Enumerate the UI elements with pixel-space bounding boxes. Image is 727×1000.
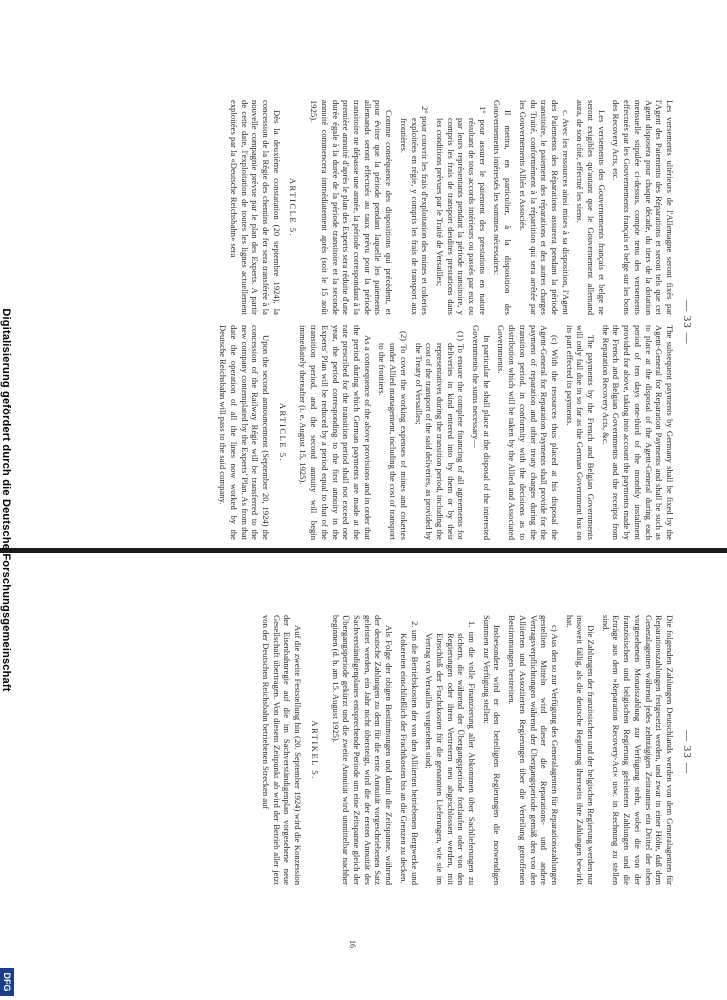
paragraph: Die folgenden Zahlungen Deutschlands werden von dem Generalagenten für Reparationszahlungen festgesetzt werden, und zwar in einer Höhe, daß dem Generalagenten während jedes zehntägigen Zeitraumes ein Drittel der oben vorgesehenen Monatszahlung zur Verfügung steht, wobei die von der französischen und belgischen Regierung geleisteten Zahlungen und die Erträge aus dem »Reparation Recovery-Act« usw. in Rechnung zu stellen sind. xyxy=(600,615,675,885)
paragraph: Upon the second announcement (September 20, 1924) the concession of the Railway Régie will be transferred to the new company contemplated by the Experts' Plan. As from that date the operation of all the lines now worked by the Deutsche Reichsbahn will pass to the said company. xyxy=(218,325,272,540)
footer-credit: Digitalisierung gefördert durch die Deutsche Forschungsgemeinschaft xyxy=(0,308,12,692)
paragraph: Les versements ultérieurs de l'Allemagne seront fixés par l'Agent des Paiements des Réparations et seront tels que cet Agent disposera pour chaque décade, du tiers de la dotation mensuelle stipulée ci-dessus, compte tenu des versements effectués par les Gouvernements français et belge sur les bons des Recovery Acts, etc. xyxy=(611,100,675,315)
list-item: 1° pour assurer le paiement des prestations en nature résultant de tous accords intérieurs ou passés par eux ou par leurs représentants pendant la période transitoire, y compris les frais de transport desdites prestations dans les conditions prévues par le Traité de Versailles; xyxy=(434,106,488,315)
paragraph: The payments by the French and Belgian Governments will only fall due in so far as the German Government has on its part effected its payments. xyxy=(564,325,597,540)
digitization-footer xyxy=(0,0,12,1000)
paragraph: c. Avec les ressources ainsi mises à sa disposition, l'Agent des Paiements des Réparations assurera pendant la période transitoire, le paiement des réparations et des autres charges du Traité, conformément à la répartition qui sera arrêtée par les Gouvernements Alliés et Associés. xyxy=(517,100,571,315)
list-item: 2° pour couvrir les frais d'exploitation des mines et cokeries exploitées en régie, y compris les frais de transport aux frontières. xyxy=(398,106,431,315)
paragraph: Die Zahlungen der französischen und der belgischen Regierung werden nur insoweit fällig, als die deutsche Regierung ihrerseits ihre Zahlungen bewirkt hat. xyxy=(564,615,597,885)
list-item: 1. um die volle Finanzierung aller Abkommen über Sachlieferungen zu sichern, die während der Übergangsperiode fortlaufen oder von den Regierungen oder ihren Vertretern neu abgeschlossen werden, mit Einschluß der Frachtkosten für die genannten Lieferungen, wie sie im Vertrag von Versailles vorgesehen sind; xyxy=(424,621,478,885)
article-heading: ARTIKEL 5. xyxy=(309,720,320,780)
paragraph: c) Aus den so zur Verfügung des Generalagenten für Reparationszahlungen gestellten Mitteln wird dieser die Reparations- und andere Vertragsverpflichtungen während der Übergangsperiode gemäß den von den Alliierten und Assoziierten Regierungen über die Verteilung getroffenen Bestimmungen bestreiten. xyxy=(507,615,560,885)
list-item: (1) To ensure the complete financing of all agreements for deliveries in kind entered into by them or by their representatives during the transition period, including the cost of the transport of the said deliveries, as provided by the Treaty of Versailles; xyxy=(413,331,467,540)
paragraph: Les versements des Gouvernements français et belge ne seront exigibles qu'autant que le Gouvernement allemand aura, de son côté, effectué les siens. xyxy=(575,100,607,315)
paragraph: In particular he shall place at the disposal of the interested Governments the sums necessary— xyxy=(471,325,492,540)
list-item: 2. um die Betriebskosten der von den Alliierten betriebenen Bergwerke und Kokereien einschließlich der Frachtkosten bis an die Grenzen zu decken. xyxy=(398,621,420,885)
right-page xyxy=(0,560,727,1000)
paragraph: Il mettra, en particulier, à la disposition des Gouvernements intéressés les sommes nécessaires: xyxy=(492,100,514,315)
paragraph: Insbesondere wird er den beteiligten Regierungen die notwendigen Summen zur Verfügung stellen: xyxy=(481,615,503,885)
german-column xyxy=(256,615,675,885)
paragraph: (c) With the resources thus placed at his disposal the Agent-General for Reparation Payments shall provide for the payment of reparation and other treaty charges during the transition period, in conformity with the decisions as to distribution which will be taken by the Allied and Associated Governments. xyxy=(496,325,560,540)
article-heading: ARTICLE 5. xyxy=(288,177,299,238)
french-column xyxy=(224,100,675,315)
article-heading: ARTICLE 5. xyxy=(277,402,288,463)
left-page-number: — 33 — xyxy=(681,300,693,345)
folio-number: 16 xyxy=(348,940,357,948)
gutter-line xyxy=(0,548,727,553)
dfg-logo-icon: DFG xyxy=(0,968,14,996)
english-column xyxy=(214,325,675,540)
paragraph: The subsequent payments by Germany shall be fixed by the Agent-General for Reparation Payments and shall be such as to place at the disposal of the Agent-General during each period of ten days one-third of the monthly instalment provided for above, taking into account the payments made by the French and Belgian Governments and the receipts from the Reparation Recovery Acts, &c. xyxy=(600,325,675,540)
list-item: (2) To cover the working expenses of mines and cokeries under Allied management, including the cost of transport to the frontiers. xyxy=(377,331,409,540)
paragraph: As a consequence of the above provisions and in order that the period during which German payments are made at the rate prescribed for the transition period shall not exceed one year, the period corresponding to the first annuity in the Experts' Plan will be reduced by a period equal to that of the transition period, and the second annuity will begin immediately thereafter (i. e. August 15, 1925). xyxy=(298,325,373,540)
paragraph: Als Folge der obigen Bestimmungen und damit die Zeitspanne, während der deutsche Zahlungen zu dem für die erste Annuität vorgeschriebenen Satz geleistet werden, ein Jahr nicht übersteigt, wird die der ersten Annuität des Sachverständigenplanes entsprechende Periode um eine Zeitspanne gleich der Übergangsperiode gekürzt und die zweite Annuität wird unmittelbar nachher beginnen (d. h. am 15. August 1925). xyxy=(330,615,395,885)
paragraph: Auf die zweite Feststellung hin (20. September 1924) wird die Konzession der Eisenbahnregie auf die im Sachverständigenplan vorgesehene neue Gesellschaft übertragen. Von diesem Zeitpunkt ab wird der Betrieb aller jetzt von der Deutschen Reichsbahn betriebenen Strecken auf xyxy=(261,615,304,885)
paragraph: Dès la deuxième constatation (20 septembre 1924), la concession de la Régie des chemins de fer sera transférée à la nouvelle compagnie prévue par le plan des Experts. A partir de cette date, l'exploitation de toutes les lignes actuellement exploitées par la «Deutsche Reichsbahn» sera xyxy=(228,100,282,315)
paragraph: Comme conséquence des dispositions qui précèdent, et pour éviter que la période pendant laquelle les paiements allemands seront effectués au taux prévu pour la période transitoire ne dépasse une année, la période correspondant à la première annuité d'après le plan des Experts sera réduite d'une durée égale à la durée de la période transitoire et la seconde annuité commencera immédiatement après (soit le 15 août 1925). xyxy=(309,100,395,315)
right-page-number: — 33 — xyxy=(681,730,693,775)
